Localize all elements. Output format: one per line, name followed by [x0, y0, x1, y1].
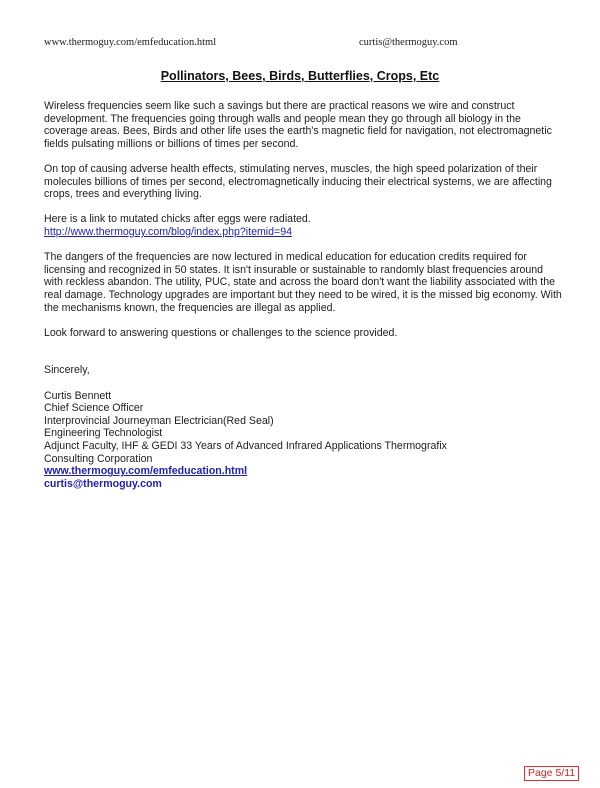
paragraph-3: The dangers of the frequencies are now lectured in medical education for education credits required for licensing and recognized in 50 states. It isn't insurable or sustainable to randomly blast frequencies around with reckless abandon. The utility, PUC, state and across the board don't want the liability associated with the real damage. Technology upgrades are important but they need to be wired, it is the missed big economy. With the mechanisms known, the frequencies are illegal as applied. [44, 251, 562, 314]
document-title: Pollinators, Bees, Birds, Butterflies, Crops, Etc [160, 69, 440, 83]
link-intro-text: Here is a link to mutated chicks after eggs were radiated. [44, 213, 311, 226]
page-number-badge: Page 5/11 [524, 766, 579, 781]
signature-line-1: Chief Science Officer [44, 402, 144, 415]
signature-name: Curtis Bennett [44, 389, 112, 402]
signature-line-5: Consulting Corporation [44, 452, 153, 465]
chicks-blog-link[interactable]: http://www.thermoguy.com/blog/index.php?itemid=94 [44, 225, 293, 238]
header-email: curtis@thermoguy.com [359, 37, 458, 48]
closing: Sincerely, [44, 364, 90, 377]
document-body [44, 100, 564, 490]
signature-block [44, 390, 564, 491]
link-paragraph [44, 213, 564, 238]
signature-email[interactable]: curtis@thermoguy.com [44, 477, 162, 490]
signature-website-link[interactable]: www.thermoguy.com/emfeducation.html [44, 465, 248, 478]
signature-line-2: Interprovincial Journeyman Electrician(Red Seal) [44, 414, 274, 427]
signature-line-3: Engineering Technologist [44, 427, 163, 440]
header-url: www.thermoguy.com/emfeducation.html [44, 37, 217, 48]
paragraph-4: Look forward to answering questions or challenges to the science provided. [44, 326, 398, 339]
paragraph-1: Wireless frequencies seem like such a savings but there are practical reasons we wire and construct development. The frequencies going through walls and people mean they go through all biology in the coverage areas. Bees, Birds and other life uses the earth's magnetic field for navigation, not electromagnetic fields pulsating millions or billions of times per second. [44, 100, 552, 150]
signature-line-4: Adjunct Faculty, IHF & GEDI 33 Years of Advanced Infrared Applications Thermografix [44, 440, 447, 453]
paragraph-2: On top of causing adverse health effects, stimulating nerves, muscles, the high speed polarization of their molecules billions of times per second, electromagnetically inducing their electrical systems, we are affecting crops, trees and everything living. [44, 162, 552, 201]
